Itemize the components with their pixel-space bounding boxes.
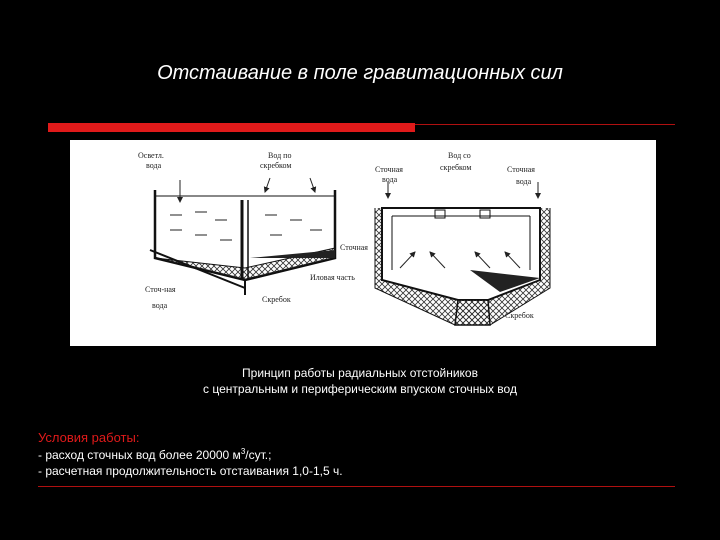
diagram-caption bbox=[0, 365, 720, 397]
condition-1-prefix: - расход сточных вод более 20000 м bbox=[38, 448, 241, 462]
condition-1-suffix: /сут.; bbox=[245, 448, 272, 462]
right-label-waste-left-2: вода bbox=[382, 175, 398, 184]
title-underline-bar bbox=[48, 123, 415, 132]
settler-diagram-svg bbox=[70, 140, 656, 346]
caption-line-1: Принцип работы радиальных отстойников bbox=[242, 366, 478, 380]
left-label-water-1: Вод по bbox=[268, 151, 292, 160]
slide-title: Отстаивание в поле гравитационных сил bbox=[157, 62, 563, 84]
condition-1-sup: 3 bbox=[240, 447, 246, 456]
left-label-sludge: Иловая часть bbox=[310, 273, 355, 282]
left-label-waste-2: вода bbox=[152, 301, 168, 310]
right-label-waste-right-1: Сточная bbox=[507, 165, 535, 174]
conditions-title: Условия работы: bbox=[38, 430, 140, 445]
bottom-divider bbox=[38, 486, 675, 487]
left-tank bbox=[138, 151, 368, 310]
left-label-scraper: Скребок bbox=[262, 295, 291, 304]
left-label-clarified-2: вода bbox=[146, 161, 162, 170]
right-label-water-2: скребком bbox=[440, 163, 472, 172]
caption-line-2: с центральным и периферическим впуском сточных вод bbox=[203, 382, 517, 396]
left-label-waste-1: Сточ-ная bbox=[145, 285, 176, 294]
condition-duration: - расчетная продолжительность отстаивания 1,0-1,5 ч. bbox=[38, 464, 343, 478]
right-label-water-1: Вод со bbox=[448, 151, 471, 160]
left-label-clarified-1: Осветл. bbox=[138, 151, 164, 160]
right-label-waste-left-1: Сточная bbox=[375, 165, 403, 174]
left-label-water-2: скребком bbox=[260, 161, 292, 170]
left-label-drain: Сточная bbox=[340, 243, 368, 252]
right-tank bbox=[375, 151, 550, 325]
right-label-scraper: Скребок bbox=[505, 311, 534, 320]
title-underline-line bbox=[415, 124, 675, 125]
condition-flow-rate bbox=[38, 447, 271, 462]
settler-diagram bbox=[70, 140, 656, 346]
right-label-waste-right-2: вода bbox=[516, 177, 532, 186]
